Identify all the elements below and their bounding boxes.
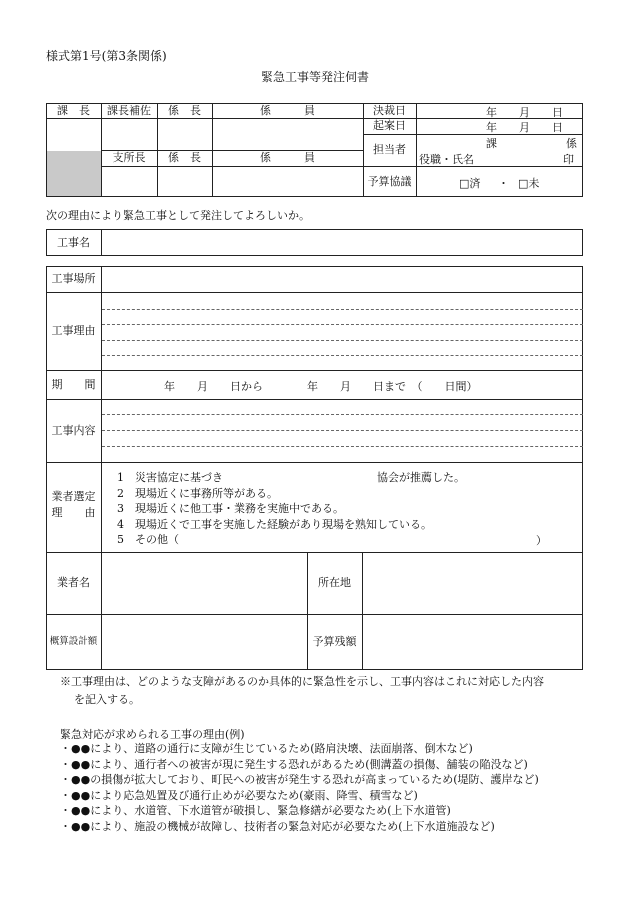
gyosha-reasons-list [117,470,465,548]
example-item: ・●●の損傷が拡大しており、町民への被害が発生する恐れが高まっているため(堤防、護岸など) [60,773,539,786]
intro-text: 次の理由により緊急工事として発注してよろしいか。 [46,209,310,222]
example-item: ・●●により、道路の通行に支障が生じているため(路肩決壊、法面崩落、倒木など) [60,742,473,755]
example-item: ・●●により、水道管、下水道管が破損し、緊急修繕が必要なため(上下水道管) [60,804,451,817]
gaisan-field[interactable] [103,616,305,668]
gyosha-sentei-label-1: 業者選定 [51,489,96,503]
gray-cell [47,151,101,196]
koji-riyu-label: 工事理由 [51,324,96,337]
tantosha-kakari: 係 [566,137,577,150]
tantosha-ka: 課 [486,137,497,150]
yosan-zangaku-label: 予算残額 [312,635,357,648]
form-number: 様式第1号(第3条関係) [46,49,167,63]
gyosha-name-field[interactable] [103,554,305,612]
shozaichi-label: 所在地 [318,576,351,589]
tantosha-label: 担当者 [373,143,406,156]
reason-item[interactable]: 5 その他（ [117,533,179,546]
reason-item[interactable]: 4 現場近くで工事を実施した経験があり現場を熟知している。 [117,517,432,531]
header-kacho: 課 長 [57,103,90,117]
kessai-date: 年 月 日 [486,106,563,119]
header-shishocho: 支所長 [112,151,146,164]
kikan-label: 期 間 [51,377,96,391]
koji-naiyo-label: 工事内容 [51,423,96,437]
koji-basho-label: 工事場所 [51,272,96,285]
example-item: ・●●により、通行者への被害が現に発生する恐れがあるため(側溝蓋の損傷、舗装の陥没など) [60,757,528,771]
yosan-separator: ・ [498,177,509,190]
close-paren: ） [536,534,547,547]
header-kacho-hosa: 課長補佐 [107,103,151,117]
koji-name-field[interactable] [103,231,581,254]
note-line-2: を記入する。 [74,693,140,706]
yosan-zangaku-field[interactable] [364,616,581,668]
examples-title: 緊急対応が求められる工事の理由(例) [60,728,245,741]
header-kakariin: 係 員 [260,103,315,117]
shozaichi-field[interactable] [364,554,581,612]
koji-name-label: 工事名 [57,235,90,249]
koji-basho-field[interactable] [103,268,581,290]
yosan-mi-checkbox[interactable]: □未 [518,177,540,190]
koji-riyu-field[interactable] [103,294,581,368]
koji-naiyo-field[interactable] [103,401,581,460]
header-kakaricho: 係 長 [168,103,201,117]
kessai-label: 決裁日 [373,103,406,117]
example-item: ・●●により応急処置及び通行止めが必要なため(豪雨、降雪、積雪など) [60,788,418,802]
reason-item[interactable]: 2 現場近くに事務所等がある。 [117,486,278,500]
tantosha-yakushoku: 役職・氏名 [419,153,474,166]
form-title: 緊急工事等発注伺書 [260,70,369,84]
note-line-1: ※工事理由は、どのような支障があるのか具体的に緊急性を示し、工事内容はこれに対応した内容 [60,675,544,688]
header-kakaricho-2: 係 長 [168,151,201,164]
header-kakariin-2: 係 員 [260,151,315,164]
kikan-text[interactable]: 年 月 日から 年 月 日まで （ 日間） [164,380,478,393]
reason-item[interactable]: 1 災害協定に基づき 協会が推薦した。 [117,471,465,484]
gyosha-name-label: 業者名 [57,576,90,589]
gyosha-sentei-label-2: 理 由 [51,505,96,519]
gaisan-label: 概算設計額 [49,636,98,647]
yosan-sumi-checkbox[interactable]: □済 [459,177,481,190]
reason-item[interactable]: 3 現場近くに他工事・業務を実施中である。 [117,502,344,515]
kian-label: 起案日 [373,119,406,132]
kian-date: 年 月 日 [486,121,563,134]
examples-list [60,741,539,834]
example-item: ・●●により、施設の機械が故障し、技術者の緊急対応が必要なため(上下水道施設など) [60,819,495,833]
tantosha-in: 印 [563,153,574,166]
yosan-kyogi-label: 予算協議 [367,174,412,188]
